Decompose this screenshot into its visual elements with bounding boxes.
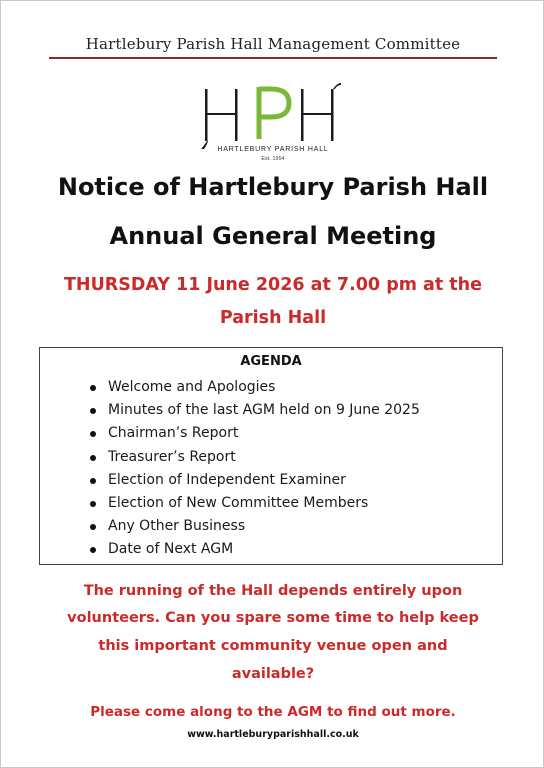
invitation-text: Please come along to the AGM to find out more. (90, 704, 456, 720)
logo-name: HARTLEBURY PARISH HALL (217, 146, 329, 153)
logo-letter-h-right (301, 83, 341, 141)
bullet-icon (90, 408, 96, 414)
meeting-date-line1: THURSDAY 11 June 2026 at 7.00 pm at the (63, 275, 483, 295)
agenda-item-text: Election of New Committee Members (108, 494, 369, 511)
notice-title-line1: Notice of Hartlebury Parish Hall (57, 173, 489, 201)
bullet-icon (90, 431, 96, 437)
bullet-icon (90, 385, 96, 391)
logo-letter-p (259, 87, 289, 139)
agenda-item (90, 376, 420, 399)
agenda-heading: AGENDA (240, 354, 302, 369)
volunteer-appeal-line2: volunteers. Can you spare some time to help keep (67, 610, 479, 626)
header-divider (49, 57, 497, 59)
bullet-icon (90, 455, 96, 461)
agenda-item (90, 446, 420, 469)
bullet-icon (90, 524, 96, 530)
bullet-icon (90, 501, 96, 507)
volunteer-appeal-line4: available? (231, 666, 315, 682)
agenda-item-text: Treasurer’s Report (108, 448, 236, 465)
volunteer-appeal-line3: this important community venue open and (98, 638, 448, 654)
agenda-list (90, 376, 420, 562)
hph-logo (201, 83, 345, 165)
meeting-date-line2: Parish Hall (219, 308, 327, 328)
logo-established: Est. 1954 (261, 156, 285, 162)
agenda-item (90, 422, 420, 445)
agenda-item (90, 469, 420, 492)
agenda-item (90, 399, 420, 422)
agenda-item-text: Election of Independent Examiner (108, 471, 346, 488)
bullet-icon (90, 478, 96, 484)
agenda-box (39, 347, 503, 565)
agenda-item (90, 515, 420, 538)
website-link[interactable]: www.hartleburyparishhall.co.uk (187, 729, 359, 740)
agenda-item-text: Welcome and Apologies (108, 379, 276, 395)
agenda-item (90, 538, 420, 561)
logo-letter-h-left (201, 89, 238, 149)
agenda-item-text: Chairman’s Report (108, 425, 239, 442)
agenda-item-text: Any Other Business (108, 518, 246, 535)
agenda-item (90, 492, 420, 515)
volunteer-appeal-line1: The running of the Hall depends entirely upon (83, 583, 463, 599)
agenda-item-text: Date of Next AGM (108, 541, 234, 558)
committee-header: Hartlebury Parish Hall Management Committee (85, 35, 461, 53)
notice-title-line2: Annual General Meeting (109, 222, 437, 250)
agenda-item-text: Minutes of the last AGM held on 9 June 2025 (108, 402, 420, 419)
bullet-icon (90, 547, 96, 553)
